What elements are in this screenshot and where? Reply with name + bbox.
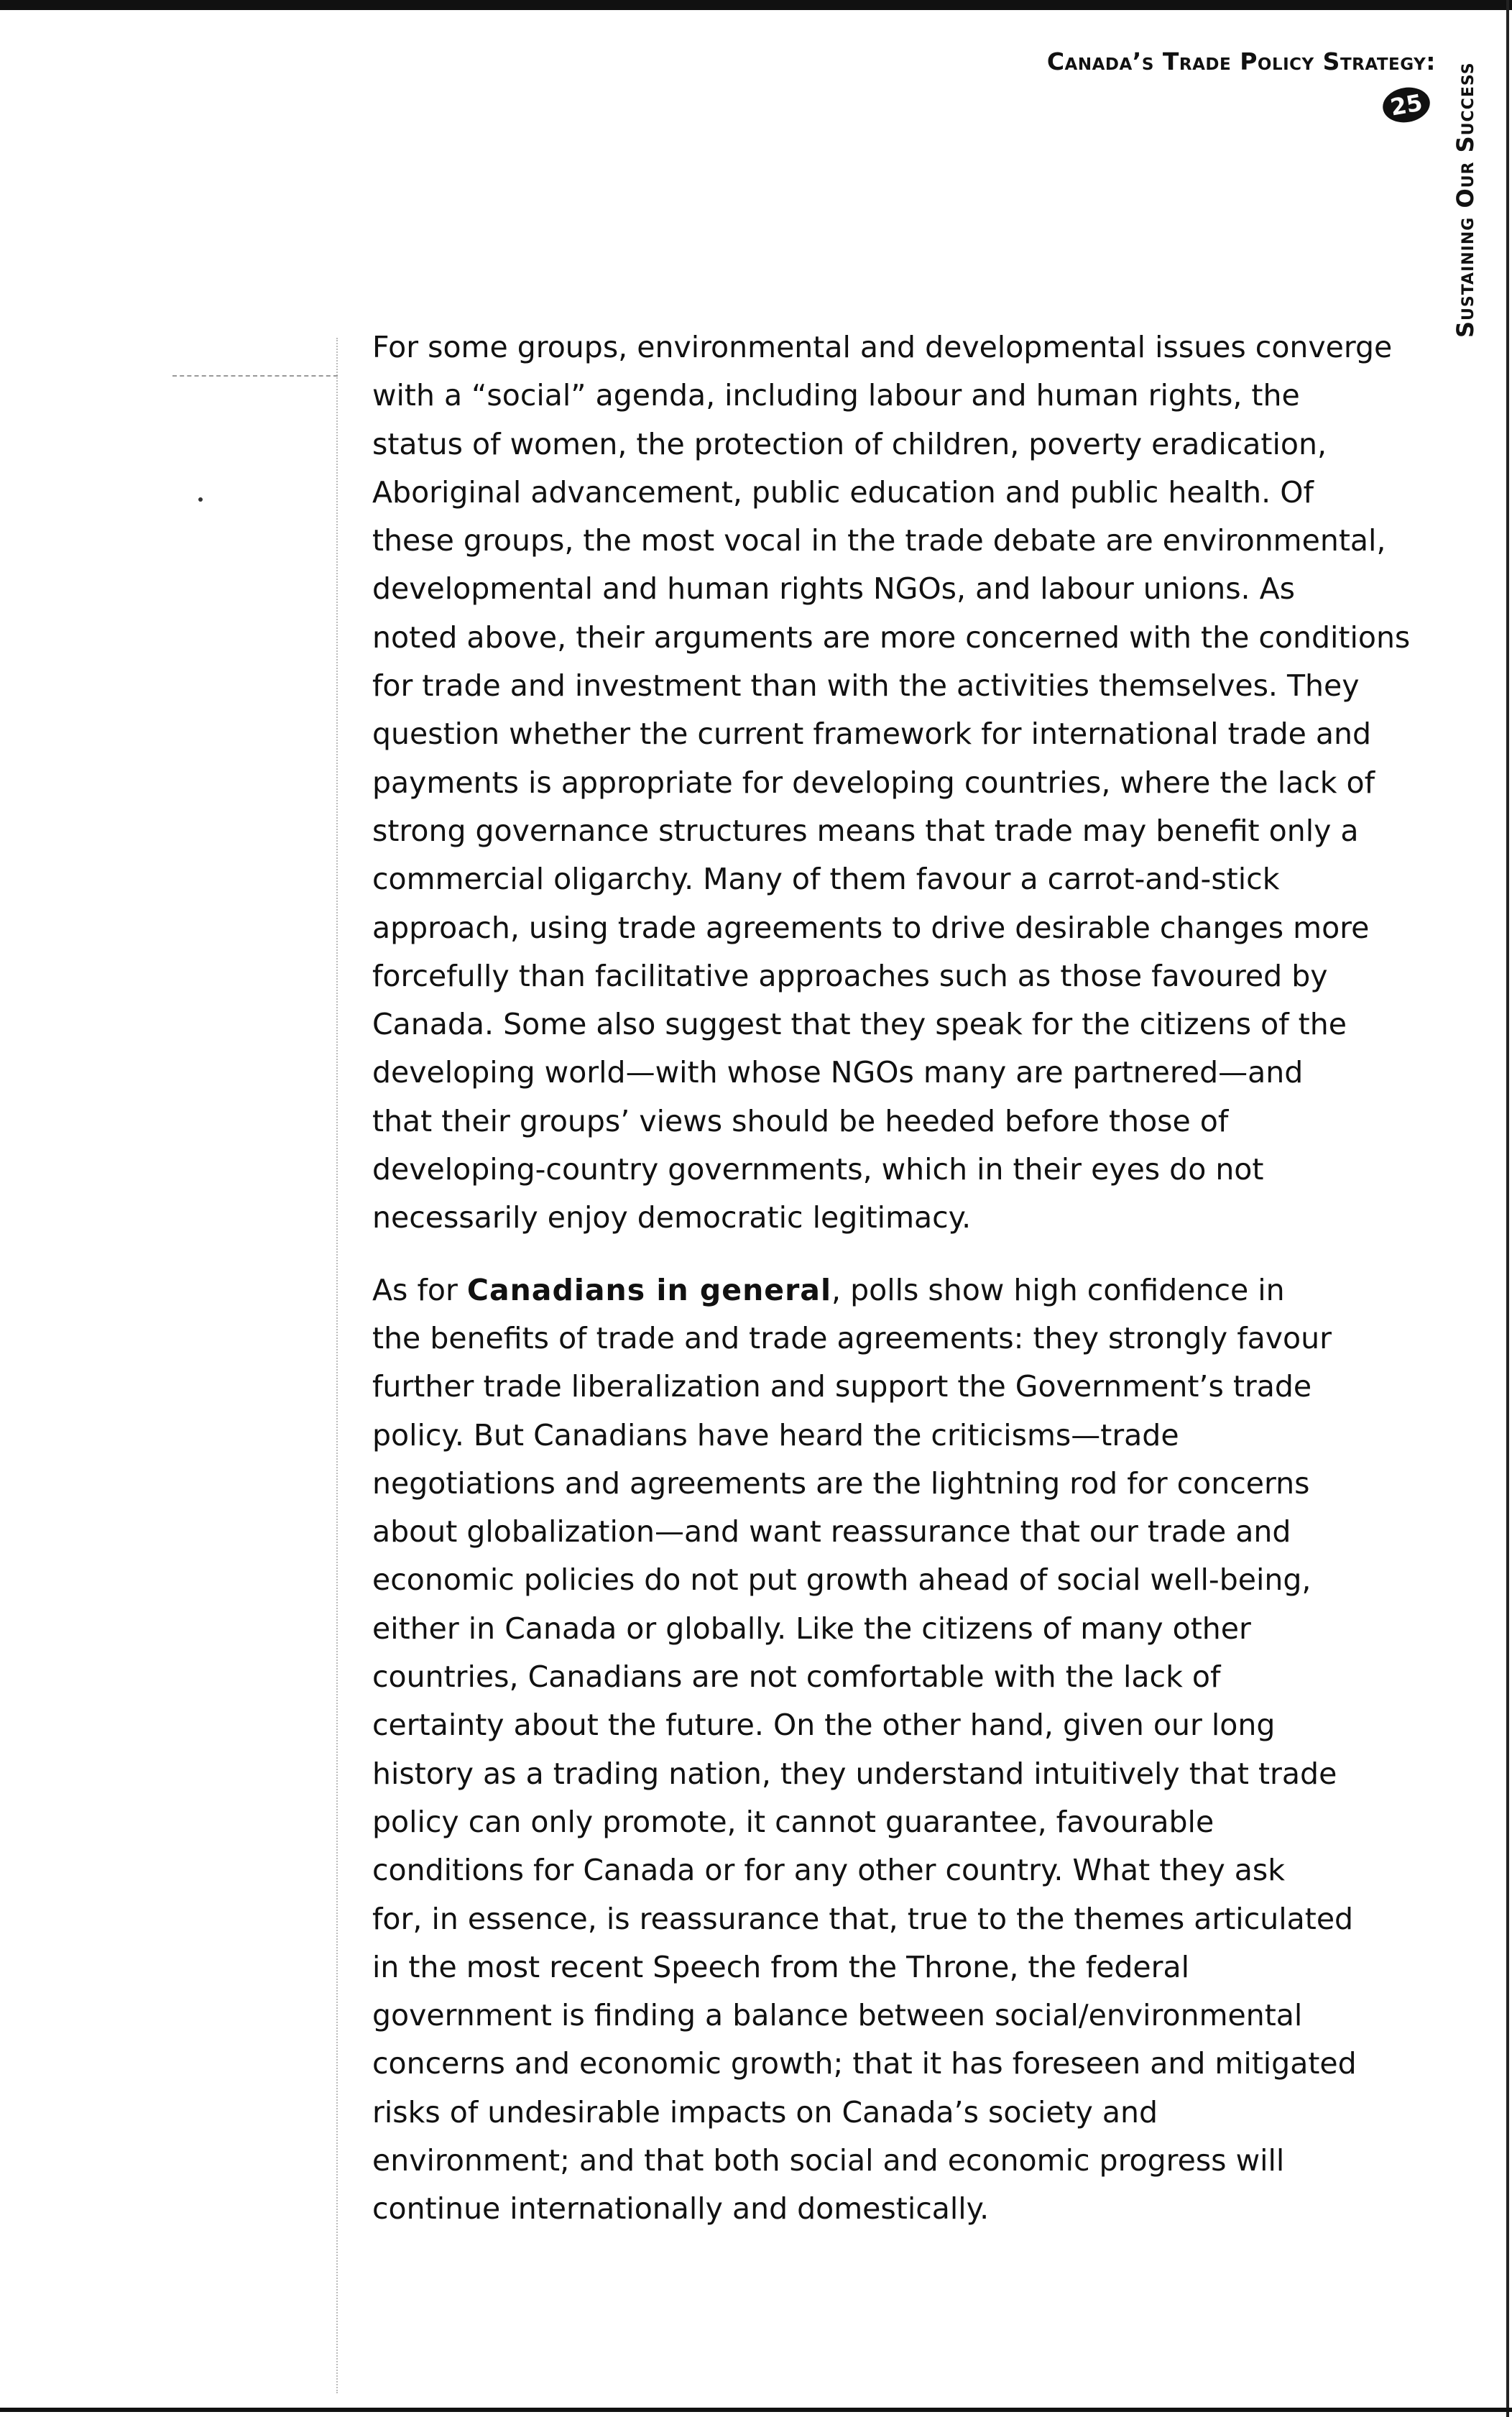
- text-line: these groups, the most vocal in the trade debate are environmental,: [372, 523, 1386, 558]
- text-line: certainty about the future. On the other hand, given our long: [372, 1708, 1276, 1743]
- text-line: for, in essence, is reassurance that, true to the themes articulated: [372, 1901, 1354, 1936]
- margin-dot-mark: [198, 497, 203, 502]
- text-line: Aboriginal advancement, public education and public health. Of: [372, 474, 1314, 510]
- margin-scan-mark: [172, 375, 338, 377]
- text-line: the benefits of trade and trade agreements: they strongly favour: [372, 1320, 1332, 1355]
- text-line: strong governance structures means that trade may benefit only a: [372, 813, 1359, 848]
- text-line-first: [372, 1266, 1378, 1315]
- text-line: policy. But Canadians have heard the criticisms—trade: [372, 1417, 1179, 1452]
- text-line: either in Canada or globally. Like the citizens of many other: [372, 1611, 1251, 1646]
- text-line: necessarily enjoy democratic legitimacy.: [372, 1200, 972, 1235]
- text-line: developing-country governments, which in their eyes do not: [372, 1152, 1264, 1187]
- text-line: negotiations and agreements are the lightning rod for concerns: [372, 1465, 1310, 1501]
- text-line: noted above, their arguments are more concerned with the conditions: [372, 620, 1411, 655]
- text-line: history as a trading nation, they understand intuitively that trade: [372, 1756, 1337, 1791]
- text-line: conditions for Canada or for any other country. What they ask: [372, 1853, 1286, 1888]
- text-line: countries, Canadians are not comfortable with the lack of: [372, 1659, 1221, 1695]
- text-line: economic policies do not put growth ahead of social well-being,: [372, 1562, 1312, 1598]
- emphasis-canadians-in-general: Canadians in general: [466, 1272, 832, 1307]
- running-header-title: Canada’s Trade Policy Strategy:: [1046, 47, 1436, 75]
- right-edge-rule: [1506, 0, 1509, 2417]
- text-line: risks of undesirable impacts on Canada’s society and: [372, 2094, 1158, 2130]
- text-line: status of women, the protection of children, poverty eradication,: [372, 426, 1327, 461]
- binding-margin-line: [336, 338, 338, 2393]
- text-line: payments is appropriate for developing countries, where the lack of: [372, 765, 1375, 800]
- text-line: developmental and human rights NGOs, and labour unions. As: [372, 571, 1296, 607]
- text-line: further trade liberalization and support the Government’s trade: [372, 1369, 1312, 1404]
- text-line: forcefully than facilitative approaches such as those favoured by: [372, 958, 1328, 993]
- paragraph-canadians-in-general: [372, 1266, 1378, 2234]
- text-line: environment; and that both social and economic progress will: [372, 2142, 1285, 2178]
- text-run: , polls show high confidence in: [831, 1272, 1285, 1307]
- text-run: As for: [372, 1272, 467, 1307]
- text-line: continue internationally and domestically.: [372, 2191, 990, 2227]
- page-number-badge: 25: [1380, 84, 1432, 126]
- running-side-title: Sustaining Our Success: [1452, 62, 1479, 338]
- text-line: For some groups, environmental and developmental issues converge: [372, 330, 1393, 364]
- text-line: Canada. Some also suggest that they speak for the citizens of the: [372, 1007, 1347, 1042]
- text-line: policy can only promote, it cannot guarantee, favourable: [372, 1804, 1214, 1839]
- text-line: that their groups’ views should be heeded before those of: [372, 1103, 1229, 1138]
- text-line: government is finding a balance between social/environmental: [372, 1998, 1303, 2033]
- body-text: [372, 323, 1411, 2234]
- text-line: developing world—with whose NGOs many are partnered—and: [372, 1055, 1304, 1090]
- text-line: approach, using trade agreements to drive desirable changes more: [372, 910, 1370, 945]
- text-line: for trade and investment than with the activities themselves. They: [372, 668, 1360, 704]
- text-line: concerns and economic growth; that it has foreseen and mitigated: [372, 2046, 1357, 2081]
- bottom-edge-rule: [0, 2408, 1512, 2412]
- top-edge-rule: [0, 0, 1512, 10]
- text-line: question whether the current framework for international trade and: [372, 717, 1372, 752]
- text-line: about globalization—and want reassurance that our trade and: [372, 1514, 1291, 1550]
- text-line: with a “social” agenda, including labour and human rights, the: [372, 378, 1300, 413]
- paragraph-ngo-groups: [372, 323, 1411, 1243]
- text-line: in the most recent Speech from the Throne, the federal: [372, 1949, 1190, 1984]
- text-line: commercial oligarchy. Many of them favour a carrot-and-stick: [372, 862, 1280, 897]
